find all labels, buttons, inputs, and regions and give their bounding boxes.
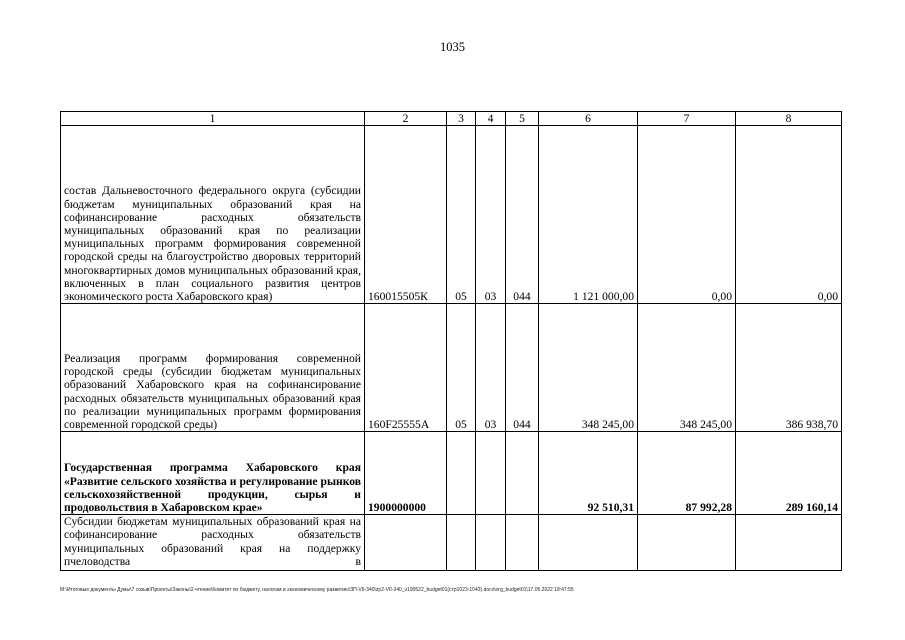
row-subsection	[476, 432, 506, 515]
row-amount-col6: 348 245,00	[539, 304, 638, 432]
page-number: 1035	[440, 40, 465, 54]
column-header: 3	[447, 112, 476, 126]
column-header: 1	[61, 112, 365, 126]
row-code: 160F25555А	[365, 304, 447, 432]
row-amount-col6	[539, 515, 638, 571]
table-header-row	[61, 112, 842, 126]
column-header: 2	[365, 112, 447, 126]
row-description: Субсидии бюджетам муниципальных образований края на софинансирование расходных обязательств муниципальных образований края на поддержку пчеловодства в	[61, 515, 365, 571]
row-section: 05	[447, 304, 476, 432]
row-amount-col7	[638, 515, 736, 571]
column-header: 5	[506, 112, 539, 126]
row-section: 05	[447, 126, 476, 304]
row-amount-col8: 386 938,70	[736, 304, 842, 432]
table-row-program	[61, 432, 842, 515]
row-expense-type: 044	[506, 304, 539, 432]
row-description: Реализация программ формирования современной городской среды (субсидии бюджетам муниципальных образований Хабаровского края на софинансирование расходных обязательств муниципальных образований края по реализации муниципальных программ формирования современной городской среды)	[61, 304, 365, 432]
row-subsection: 03	[476, 304, 506, 432]
table-row	[61, 304, 842, 432]
column-header: 4	[476, 112, 506, 126]
row-amount-col7: 0,00	[638, 126, 736, 304]
table-row	[61, 515, 842, 571]
column-header: 6	[539, 112, 638, 126]
row-amount-col8: 289 160,14	[736, 432, 842, 515]
row-expense-type: 044	[506, 126, 539, 304]
file-path-footer: M:\Итоговые документы Думы\7 созыв\Проекты\Законы\2 чтение\Комитет по бюджету, налогам и экономическому развитию\ЗП-VII-340\zp2-VII-340_v190522_budget01(стр1023-1043).docx\org_budget01\17.05.2022 18:47:55	[60, 587, 574, 593]
row-amount-col7: 87 992,28	[638, 432, 736, 515]
row-code: 1900000000	[365, 432, 447, 515]
row-description: состав Дальневосточного федерального округа (субсидии бюджетам муниципальных образований края на софинансирование расходных обязательств муниципальных образований края по реализации муниципальных программ формирования современной городской среды на благоустройство дворовых территорий многоквартирных домов муниципальных образований края, включенных в план социального развития центров экономического роста Хабаровского края)	[61, 126, 365, 304]
row-subsection: 03	[476, 126, 506, 304]
row-amount-col8: 0,00	[736, 126, 842, 304]
row-amount-col8	[736, 515, 842, 571]
row-section	[447, 432, 476, 515]
budget-table	[60, 111, 842, 571]
row-section	[447, 515, 476, 571]
row-expense-type	[506, 432, 539, 515]
row-amount-col6: 92 510,31	[539, 432, 638, 515]
table-row	[61, 126, 842, 304]
row-subsection	[476, 515, 506, 571]
row-code	[365, 515, 447, 571]
row-code: 160015505К	[365, 126, 447, 304]
column-header: 8	[736, 112, 842, 126]
column-header: 7	[638, 112, 736, 126]
row-expense-type	[506, 515, 539, 571]
row-amount-col6: 1 121 000,00	[539, 126, 638, 304]
row-description: Государственная программа Хабаровского края «Развитие сельского хозяйства и регулирование рынков сельскохозяйственной продукции, сырья и продовольствия в Хабаровском крае»	[61, 432, 365, 515]
row-amount-col7: 348 245,00	[638, 304, 736, 432]
